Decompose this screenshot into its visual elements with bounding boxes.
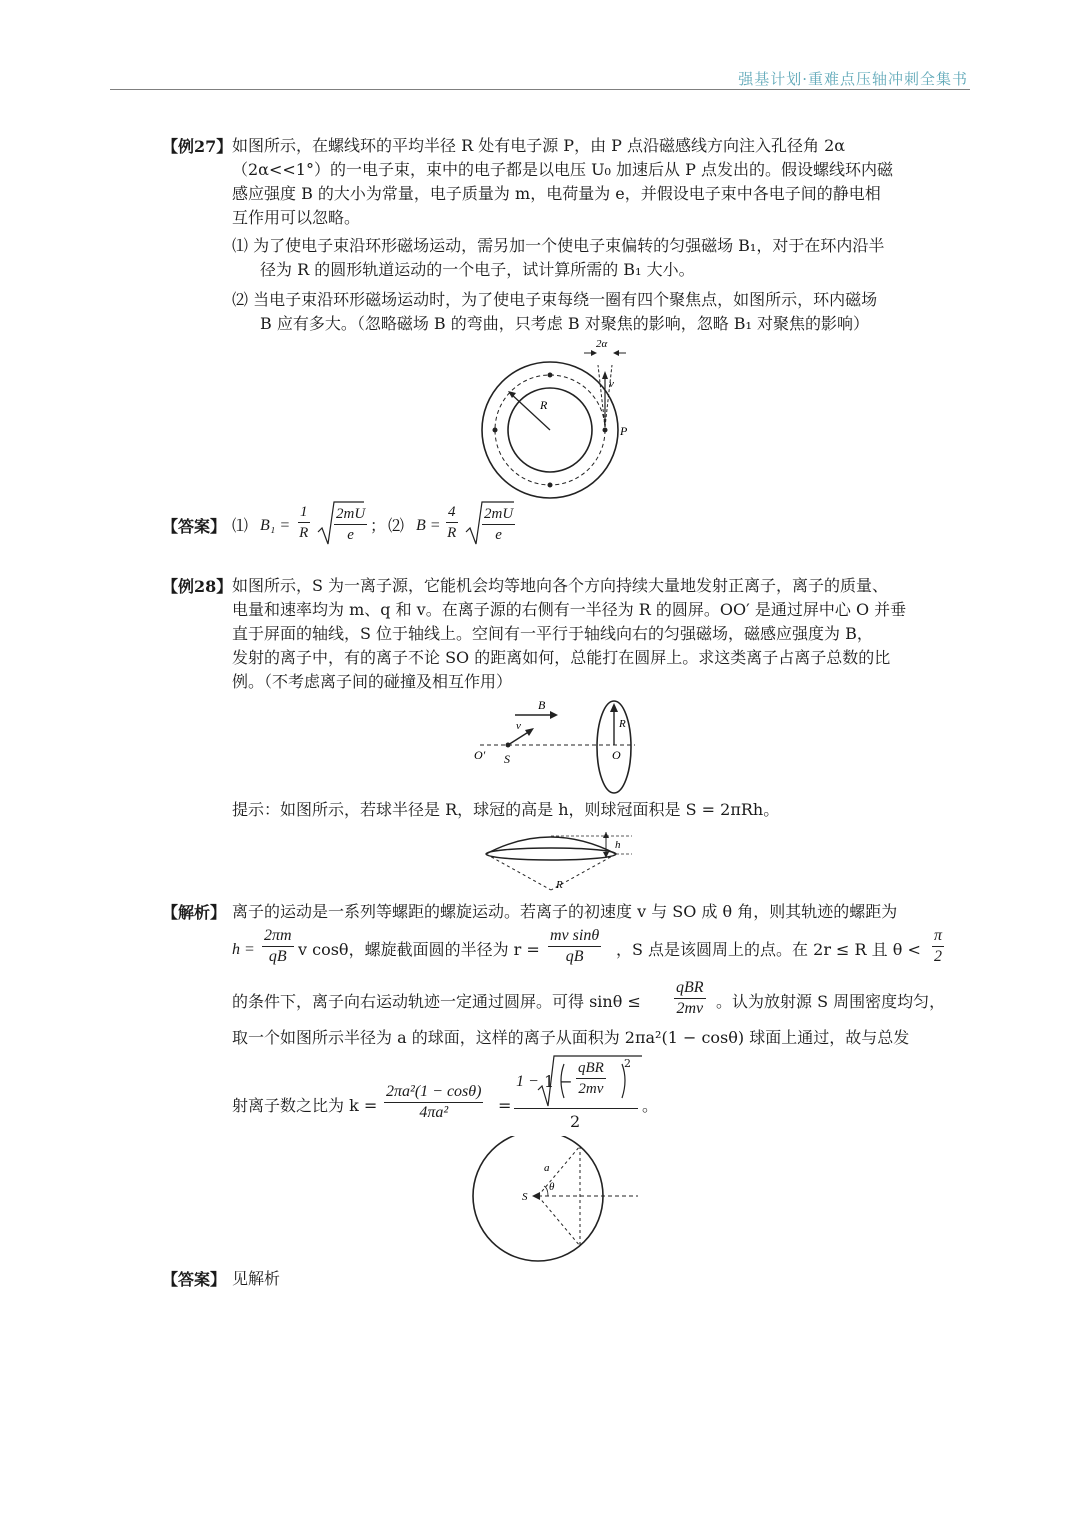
arrow-head-icon bbox=[602, 371, 608, 379]
hint-text: 提示：如图所示，若球半径是 R，球冠的高是 h，则球冠面积是 S = 2πRh。 bbox=[232, 800, 780, 819]
text-seg: 。认为放射源 S 周围密度均匀， bbox=[716, 992, 946, 1011]
label-v: v bbox=[516, 720, 521, 732]
cap-arc bbox=[486, 837, 616, 854]
ex28-tag: 【例28】 bbox=[162, 577, 233, 596]
h-eq: h = bbox=[232, 941, 255, 958]
ex27-line: 如图所示，在螺线环的平均半径 R 处有电子源 P，由 P 点沿磁感线方向注入孔径角 2α bbox=[232, 136, 846, 155]
arrow-head-icon bbox=[610, 703, 618, 712]
num: mv sinθ bbox=[548, 926, 601, 947]
text-seg: 的条件下，离子向右运动轨迹一定通过圆屏。可得 sinθ ≤ bbox=[232, 992, 641, 1011]
focus-point bbox=[603, 428, 608, 433]
separator: ； bbox=[370, 516, 387, 535]
num: 2mU bbox=[482, 504, 515, 525]
text-seg: v cosθ，螺旋截面圆的半径为 r = bbox=[298, 940, 540, 959]
b-eq: B = bbox=[416, 517, 441, 534]
arrow-head-icon bbox=[532, 1192, 540, 1200]
ex27-q2-line: ⑵ 当电子束沿环形磁场运动时，为了使电子束每绕一圈有四个聚焦点，如图所示，环内磁场 bbox=[232, 290, 878, 309]
num: 2mU bbox=[334, 504, 367, 525]
part-label: ⑴ bbox=[232, 516, 249, 535]
exponent: 2 bbox=[624, 1057, 631, 1070]
den: R bbox=[447, 525, 457, 541]
frac-mvsin-qB bbox=[548, 926, 601, 967]
label-R: R bbox=[556, 879, 563, 891]
ex27-line: 感应强度 B 的大小为常量，电子质量为 m，电荷量为 e，并假设电子束中各电子间的静电相 bbox=[232, 184, 881, 203]
frac-2mU-e bbox=[334, 504, 367, 545]
ex28-answer-tag: 【答案】 bbox=[162, 1270, 227, 1289]
ion-source-figure bbox=[470, 695, 640, 795]
num: 1 bbox=[298, 502, 310, 523]
analysis-formula-row bbox=[232, 978, 954, 1026]
num: qBR bbox=[674, 978, 706, 999]
label-O: O bbox=[612, 748, 621, 762]
text-seg: ，S 点是该圆周上的点。在 2r ≤ R 且 θ < bbox=[616, 940, 921, 959]
toroid-figure bbox=[470, 335, 640, 500]
ex27-q2 bbox=[232, 288, 954, 336]
ex27-q1-line: ⑴ 为了使电子束沿环形磁场运动，需另加一个使电子束偏转的匀强磁场 B₁，对于在环内沿半 bbox=[232, 236, 885, 255]
arrow-head-icon bbox=[603, 832, 609, 838]
ex27-line: 互作用可以忽略。 bbox=[232, 208, 361, 227]
frac-2pim-qB bbox=[262, 926, 294, 967]
ex28-line: 发射的离子中，有的离子不论 SO 的距离如何，总能打在圆屏上。求这类离子占离子总数的比 bbox=[232, 648, 891, 667]
arrow-head-icon bbox=[613, 350, 619, 356]
header-title: 强基计划·重难点压轴冲刺全集书 bbox=[738, 70, 968, 88]
ex28-answer: 见解析 bbox=[232, 1269, 281, 1288]
arrow-head-icon bbox=[550, 711, 558, 719]
b1-eq: B₁ = bbox=[260, 517, 291, 534]
frac-area-ratio bbox=[384, 1082, 483, 1123]
analysis-formula-row bbox=[232, 926, 954, 974]
label-v: v bbox=[609, 378, 614, 390]
text-seg: 1 − bbox=[544, 1072, 573, 1091]
num: π bbox=[932, 926, 944, 947]
arrow-head-icon bbox=[591, 350, 597, 356]
label-S: S bbox=[522, 1191, 528, 1203]
focus-point bbox=[548, 373, 553, 378]
ex27-q1-line: 径为 R 的圆形轨道运动的一个电子，试计算所需的 B₁ 大小。 bbox=[260, 260, 695, 279]
analysis-line: 离子的运动是一系列等螺距的螺旋运动。若离子的初速度 v 与 SO 成 θ 角，则其轨迹的螺距为 bbox=[232, 902, 898, 921]
text-seg: 1 − bbox=[516, 1073, 539, 1090]
ex28-line: 例。（不考虑离子间的碰撞及相互作用） bbox=[232, 672, 513, 691]
equals: = bbox=[498, 1096, 512, 1115]
label-S: S bbox=[504, 752, 510, 766]
part-label: ⑵ bbox=[388, 516, 405, 535]
ex27-stem bbox=[232, 134, 954, 230]
header-divider bbox=[110, 89, 970, 90]
ex28-line: 直于屏面的轴线，S 位于轴线上。空间有一平行于轴线向右的匀强磁场，磁感应强度为 B， bbox=[232, 624, 873, 643]
den: R bbox=[299, 525, 309, 541]
frac-pi-2 bbox=[932, 926, 944, 967]
den: qB bbox=[268, 948, 287, 965]
num: 4 bbox=[446, 502, 458, 523]
cap-figure bbox=[478, 826, 638, 896]
label-a: a bbox=[544, 1162, 550, 1174]
text-seg: 射离子数之比为 k = bbox=[232, 1096, 378, 1115]
frac-1-R bbox=[298, 502, 310, 543]
ex28-stem bbox=[232, 574, 954, 694]
label-h: h bbox=[615, 839, 621, 851]
angle-arc bbox=[544, 1186, 548, 1196]
den: qB bbox=[565, 948, 584, 965]
frac-qBR-2mv bbox=[674, 978, 706, 1019]
den: e bbox=[347, 527, 354, 543]
fraction-bar bbox=[514, 1108, 638, 1109]
analysis-line: 取一个如图所示半径为 a 的球面，这样的离子从面积为 2πa²(1 − cosθ) 球面上通过，故与总发 bbox=[232, 1028, 910, 1047]
num: qBR bbox=[576, 1058, 606, 1079]
frac-4-R bbox=[446, 502, 458, 543]
label-B: B bbox=[538, 698, 546, 712]
cone-edge bbox=[538, 1196, 580, 1246]
label-P: P bbox=[620, 424, 628, 438]
analysis-formula-row bbox=[232, 1052, 954, 1132]
den: 2mv bbox=[676, 1000, 704, 1017]
analysis-tag: 【解析】 bbox=[162, 903, 227, 922]
frac-qBR-2mv bbox=[576, 1058, 606, 1099]
num: 2πa²(1 − cosθ) bbox=[384, 1082, 483, 1103]
den: 2 bbox=[570, 1112, 581, 1131]
den: e bbox=[495, 527, 502, 543]
ex27-q2-line: B 应有多大。（忽略磁场 B 的弯曲，只考虑 B 对聚焦的影响，忽略 B₁ 对聚焦的影响） bbox=[260, 314, 870, 333]
den: 4πa² bbox=[419, 1104, 449, 1121]
ex27-line: （2α<<1°）的一电子束，束中的电子都是以电压 U₀ 加速后从 P 点发出的。假设螺线环内磁 bbox=[232, 160, 893, 179]
focus-point bbox=[548, 483, 553, 488]
label-O1: O′ bbox=[474, 748, 486, 762]
label-2a: 2α bbox=[596, 338, 608, 350]
frac-2mU-e bbox=[482, 504, 515, 545]
text-seg: 。 bbox=[642, 1096, 659, 1115]
ex28-line: 电量和速率均为 m、q 和 v。在离子源的右侧有一半径为 R 的圆屏。OO′ 是通过屏中心 O 并垂 bbox=[232, 600, 907, 619]
ex28-line: 如图所示，S 为一离子源，它能机会均等地向各个方向持续大量地发射正离子，离子的质量、 bbox=[232, 576, 889, 595]
label-R: R bbox=[540, 398, 548, 412]
ex27-tag: 【例27】 bbox=[162, 137, 233, 156]
ex27-answer-tag: 【答案】 bbox=[162, 517, 227, 536]
den: 2 bbox=[934, 948, 942, 965]
arrow-head-icon bbox=[525, 728, 534, 736]
velocity-arrow bbox=[508, 731, 530, 745]
ex27-q1 bbox=[232, 234, 954, 282]
label-theta: θ bbox=[549, 1181, 555, 1193]
sphere-figure bbox=[466, 1136, 646, 1266]
label-R: R bbox=[619, 718, 626, 730]
focus-point bbox=[493, 428, 498, 433]
den: 2mv bbox=[578, 1081, 604, 1097]
cap-base bbox=[486, 848, 616, 860]
num: 2πm bbox=[262, 926, 294, 947]
